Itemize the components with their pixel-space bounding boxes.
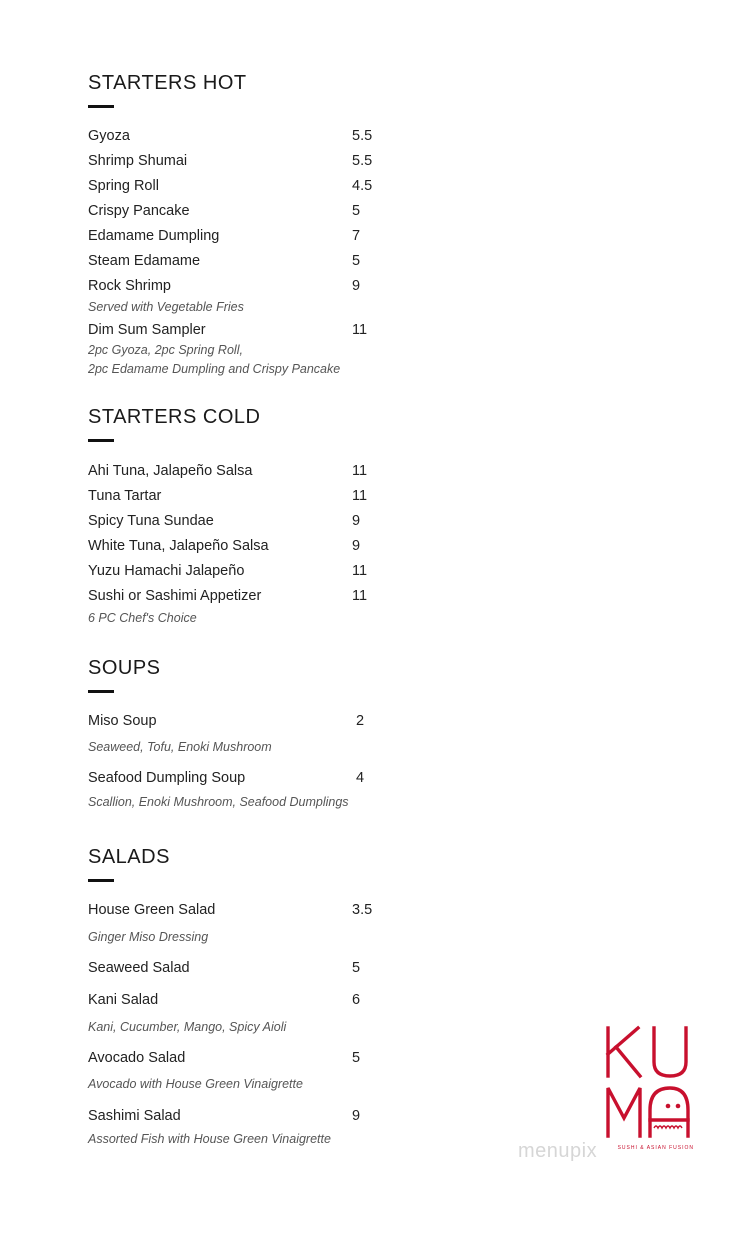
item-price: 2	[356, 713, 365, 729]
menu-item	[88, 713, 388, 733]
item-description: Ginger Miso Dressing	[88, 930, 209, 944]
menu-item	[88, 253, 388, 273]
item-price: 5	[352, 253, 361, 269]
item-description: Kani, Cucumber, Mango, Spicy Aioli	[88, 1020, 287, 1034]
section-divider	[88, 105, 114, 108]
item-price: 9	[352, 278, 361, 294]
item-name: Rock Shrimp	[88, 278, 171, 294]
logo-tagline: SUSHI & ASIAN FUSION	[617, 1145, 694, 1151]
item-price: 11	[352, 563, 368, 579]
item-name: Miso Soup	[88, 713, 157, 729]
item-description: Served with Vegetable Fries	[88, 300, 244, 314]
section-title: SOUPS	[88, 657, 161, 679]
section-divider	[88, 879, 114, 882]
menu-item	[88, 228, 388, 248]
menu-item	[88, 563, 388, 583]
item-price: 4	[356, 770, 365, 786]
item-price: 9	[352, 1108, 361, 1124]
item-name: Seafood Dumpling Soup	[88, 770, 246, 786]
item-price: 9	[352, 513, 361, 529]
menu-item	[88, 128, 388, 148]
menu-item	[88, 1108, 388, 1128]
item-price: 4.5	[352, 178, 373, 194]
kuma-logo	[602, 1022, 694, 1162]
item-price: 7	[352, 228, 361, 244]
item-name: Ahi Tuna, Jalapeño Salsa	[88, 463, 253, 479]
item-description: 6 PC Chef's Choice	[88, 611, 197, 625]
section-title: SALADS	[88, 846, 170, 868]
item-price: 5	[352, 203, 361, 219]
watermark: menupix	[518, 1140, 598, 1162]
item-name: Shrimp Shumai	[88, 153, 188, 169]
item-price: 5	[352, 1050, 361, 1066]
item-price: 11	[352, 463, 368, 479]
item-description: Scallion, Enoki Mushroom, Seafood Dumplings	[88, 795, 349, 809]
item-name: Sashimi Salad	[88, 1108, 181, 1124]
item-price: 5.5	[352, 128, 373, 144]
menu-item	[88, 153, 388, 173]
item-description: Seaweed, Tofu, Enoki Mushroom	[88, 740, 272, 754]
menu-item	[88, 488, 388, 508]
item-name: Gyoza	[88, 128, 130, 144]
item-price: 11	[352, 488, 368, 504]
item-price: 3.5	[352, 902, 373, 918]
menu-item	[88, 513, 388, 533]
menu-item	[88, 203, 388, 223]
item-price: 9	[352, 538, 361, 554]
item-description: Avocado with House Green Vinaigrette	[88, 1077, 303, 1091]
item-price: 5.5	[352, 153, 373, 169]
menu-item	[88, 178, 388, 198]
menu-item	[88, 960, 388, 980]
item-name: White Tuna, Jalapeño Salsa	[88, 538, 269, 554]
menu-item	[88, 902, 388, 922]
item-name: Kani Salad	[88, 992, 159, 1008]
item-name: Tuna Tartar	[88, 488, 162, 504]
kuma-bear-icon	[602, 1022, 694, 1144]
menu-item	[88, 770, 388, 790]
item-price: 11	[352, 588, 368, 604]
menu-item	[88, 588, 388, 608]
menu-item	[88, 992, 388, 1012]
section-divider	[88, 439, 114, 442]
section-title: STARTERS COLD	[88, 406, 261, 428]
item-price: 11	[352, 322, 368, 338]
menu-item	[88, 463, 388, 483]
item-description: Assorted Fish with House Green Vinaigrette	[88, 1132, 331, 1146]
item-name: Yuzu Hamachi Jalapeño	[88, 563, 245, 579]
item-name: Crispy Pancake	[88, 203, 190, 219]
menu-item	[88, 322, 388, 342]
menu-item	[88, 278, 388, 298]
item-name: Spicy Tuna Sundae	[88, 513, 214, 529]
item-name: Avocado Salad	[88, 1050, 186, 1066]
item-name: Seaweed Salad	[88, 960, 190, 976]
item-price: 5	[352, 960, 361, 976]
item-description: 2pc Edamame Dumpling and Crispy Pancake	[88, 362, 341, 376]
section-divider	[88, 690, 114, 693]
item-name: Steam Edamame	[88, 253, 201, 269]
item-name: Dim Sum Sampler	[88, 322, 206, 338]
item-name: Spring Roll	[88, 178, 159, 194]
section-title: STARTERS HOT	[88, 72, 247, 94]
item-description: 2pc Gyoza, 2pc Spring Roll,	[88, 343, 243, 357]
menu-item	[88, 1050, 388, 1070]
item-price: 6	[352, 992, 361, 1008]
item-name: House Green Salad	[88, 902, 216, 918]
item-name: Sushi or Sashimi Appetizer	[88, 588, 262, 604]
menu-item	[88, 538, 388, 558]
item-name: Edamame Dumpling	[88, 228, 220, 244]
